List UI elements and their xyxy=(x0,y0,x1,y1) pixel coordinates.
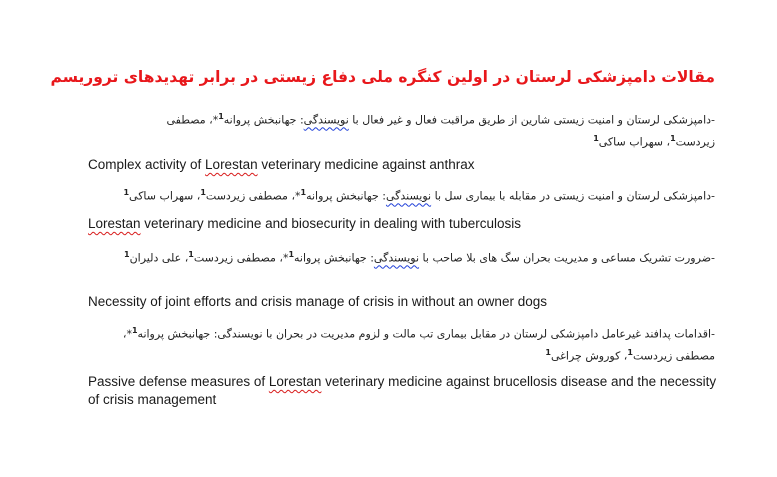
english-text: veterinary medicine and biosecurity in dealing with tuberculosis xyxy=(140,216,521,231)
persian-text: *، مصطفی زیردست xyxy=(166,113,715,149)
english-entry-4 xyxy=(88,373,728,409)
persian-text: -ضرورت تشریک مساعی و مدیریت بحران سگ های بلا صاحب با xyxy=(419,251,715,265)
affiliation-mark: 1 xyxy=(200,188,206,197)
persian-text: ، سهراب ساکی xyxy=(598,135,671,149)
persian-entry-2 xyxy=(115,184,715,206)
persian-text: *، مصطفی زیردست xyxy=(193,251,289,265)
affiliation-mark: 1 xyxy=(593,133,599,143)
persian-text: -دامپزشکی لرستان و امنیت زیستی شارین از طریق مراقبت فعال و غیر فعال با xyxy=(348,113,715,127)
affiliation-mark: 1 xyxy=(288,250,295,259)
affiliation-mark: 1 xyxy=(188,250,194,259)
persian-text: -اقدامات پدافند غیرعامل دامپزشکی لرستان در مقابل بیماری تب مالت و لزوم مدیریت در بحران با نویسندگی: جهانبخش پروانه xyxy=(137,327,715,341)
english-text: veterinary medicine against anthrax xyxy=(257,157,475,172)
english-text: veterinary medicine against brucellosis disease and the necessity of crisis management xyxy=(88,374,717,407)
persian-entry-1 xyxy=(115,108,715,151)
spellcheck-word: نویسندگی xyxy=(303,113,349,127)
spellcheck-word: Lorestan xyxy=(88,216,141,231)
spellcheck-word: نویسندگی xyxy=(385,189,432,203)
affiliation-mark: 1 xyxy=(131,326,138,335)
persian-text: : جهانبخش پروانه xyxy=(294,251,374,265)
persian-text: : جهانبخش پروانه xyxy=(306,189,386,203)
document-title: مقالات دامپزشکی لرستان در اولین کنگره ملی دفاع زیستی در برابر تهدیدهای تروریسم xyxy=(50,68,715,86)
persian-text: ، سهراب ساکی xyxy=(129,189,201,203)
affiliation-mark: 1 xyxy=(670,133,676,143)
english-text: Passive defense measures of xyxy=(88,374,269,389)
english-entry-2 xyxy=(88,215,728,233)
spellcheck-word: Lorestan xyxy=(268,374,322,389)
affiliation-mark: 1 xyxy=(545,347,551,357)
affiliation-mark: 1 xyxy=(124,250,130,259)
english-entry-1 xyxy=(88,156,728,174)
persian-text: ، علی دلیران xyxy=(129,251,189,265)
english-text: Complex activity of xyxy=(88,157,206,172)
affiliation-mark: 1 xyxy=(627,347,633,357)
spellcheck-word: Lorestan xyxy=(205,157,258,172)
persian-text: : جهانبخش پروانه xyxy=(223,113,304,127)
persian-entry-4 xyxy=(115,322,715,365)
spellcheck-word: نویسندگی xyxy=(373,251,420,265)
affiliation-mark: 1 xyxy=(218,112,224,121)
affiliation-mark: 1 xyxy=(123,188,130,197)
persian-text: -دامپزشکی لرستان و امنیت زیستی در مقابله با بیماری سل با xyxy=(431,189,715,203)
persian-text: *، مصطفی زیردست xyxy=(205,189,301,203)
english-text: Necessity of joint efforts and crisis manage of crisis in without an owner dogs xyxy=(88,294,547,309)
persian-entry-3 xyxy=(115,246,715,268)
english-entry-3 xyxy=(88,293,728,311)
persian-text: ، کوروش چراغی xyxy=(551,349,628,363)
affiliation-mark: 1 xyxy=(300,188,307,197)
persian-text: *، مصطفی زیردست xyxy=(122,327,715,363)
